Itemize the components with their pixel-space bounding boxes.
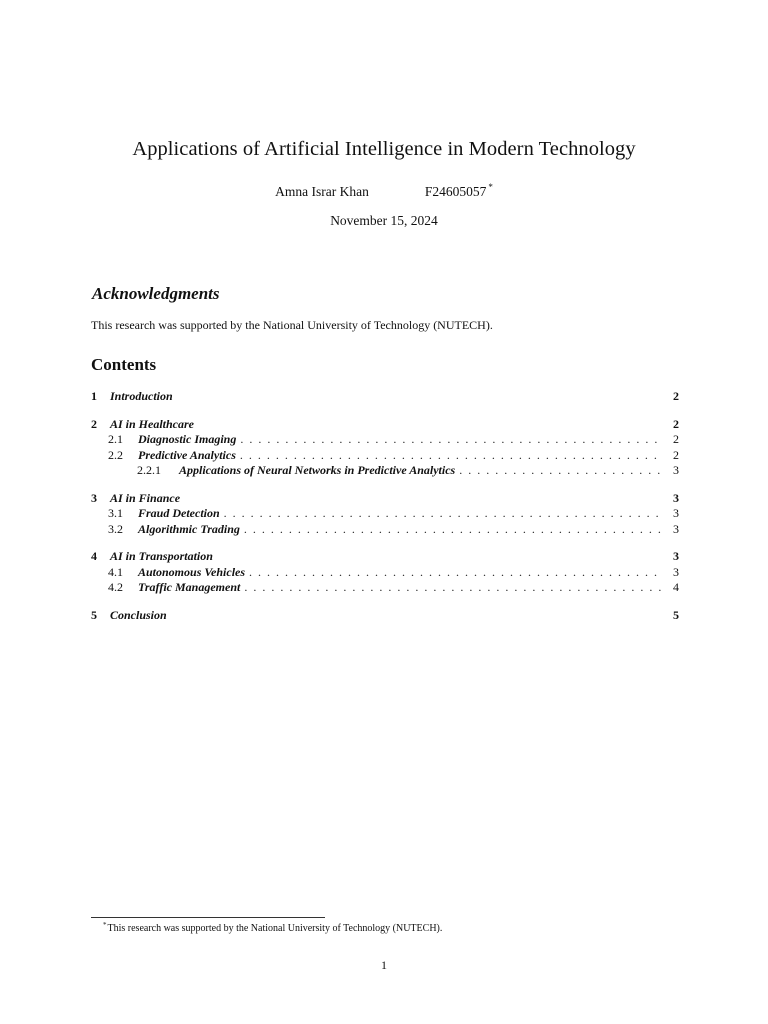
toc-entry-number: 2.1 (108, 432, 123, 446)
page-number: 1 (381, 958, 387, 972)
toc-entry-page: 5 (673, 607, 679, 622)
toc-entry-number: 2 (91, 416, 97, 431)
toc-entry-title[interactable]: AI in Healthcare (110, 416, 195, 431)
toc-entry-title[interactable]: Fraud Detection (138, 506, 220, 520)
toc-entry-title[interactable]: Applications of Neural Networks in Predictive Analytics (179, 463, 456, 477)
toc-entry-title[interactable]: Algorithmic Trading (138, 521, 240, 536)
toc-entry-title[interactable]: AI in Transportation (110, 549, 213, 563)
paper-title: Applications of Artificial Intelligence in Modern Technology (132, 138, 636, 160)
toc-section-entry[interactable] (91, 417, 679, 433)
toc-subsection-entry[interactable] (91, 432, 679, 448)
toc-dot-leader (459, 463, 661, 479)
toc-section-group (91, 608, 679, 624)
toc-dot-leader (249, 565, 661, 581)
toc-dot-leader (240, 432, 661, 448)
acknowledgments-text: This research was supported by the National University of Technology (NUTECH). (91, 318, 493, 332)
contents-heading: Contents (91, 355, 157, 374)
toc-subsection-entry[interactable] (91, 506, 679, 522)
toc-entry-number: 2.2.1 (137, 463, 161, 477)
toc-section-entry[interactable] (91, 491, 679, 507)
toc-dot-leader (224, 506, 661, 522)
toc-subsection-entry[interactable] (91, 565, 679, 581)
toc-entry-title[interactable]: Conclusion (110, 607, 167, 622)
toc-section-group (91, 549, 679, 596)
toc-entry-page: 2 (673, 447, 679, 462)
toc-section-group (91, 491, 679, 538)
footnote-rule (91, 917, 325, 918)
toc-entry-page: 2 (673, 416, 679, 431)
author-id: F24605057 (424, 184, 487, 199)
paper-date: November 15, 2024 (330, 213, 438, 228)
toc-entry-number: 5 (91, 607, 97, 622)
toc-section-entry[interactable] (91, 389, 679, 405)
acknowledgments-heading: Acknowledgments (92, 284, 220, 303)
toc-dot-leader (244, 580, 661, 596)
toc-entry-page: 3 (673, 521, 679, 536)
toc-entry-title[interactable]: Predictive Analytics (138, 447, 236, 462)
author-footnote-mark: * (488, 182, 493, 192)
footnote (103, 921, 442, 934)
toc-entry-title[interactable]: Diagnostic Imaging (138, 432, 237, 446)
table-of-contents (91, 389, 679, 635)
author-line (0, 182, 768, 200)
toc-dot-leader (240, 448, 661, 464)
toc-entry-page: 3 (673, 549, 679, 563)
toc-entry-title[interactable]: Traffic Management (138, 580, 241, 594)
toc-entry-number: 4.1 (108, 564, 123, 579)
toc-entry-number: 3 (91, 490, 97, 505)
footnote-text: This research was supported by the National University of Technology (NUTECH). (107, 923, 443, 934)
author-name: Amna Israr Khan (275, 184, 369, 199)
toc-entry-number: 4.2 (108, 580, 123, 594)
toc-subsection-entry[interactable] (91, 580, 679, 596)
toc-entry-number: 1 (91, 389, 97, 403)
toc-subsection-entry[interactable] (91, 448, 679, 464)
toc-entry-title[interactable]: AI in Finance (110, 490, 181, 505)
toc-entry-number: 2.2 (108, 447, 123, 462)
footnote-mark: * (103, 921, 107, 929)
toc-section-entry[interactable] (91, 549, 679, 565)
toc-entry-page: 3 (673, 463, 679, 477)
toc-section-group (91, 417, 679, 479)
toc-entry-number: 4 (91, 549, 97, 563)
toc-subsection-entry[interactable] (91, 522, 679, 538)
toc-dot-leader (244, 522, 661, 538)
toc-entry-number: 3.2 (108, 521, 123, 536)
toc-entry-page: 2 (673, 389, 679, 403)
toc-subsubsection-entry[interactable] (91, 463, 679, 479)
toc-entry-page: 2 (673, 432, 679, 446)
toc-entry-page: 4 (673, 580, 679, 594)
toc-entry-title[interactable]: Autonomous Vehicles (138, 564, 246, 579)
toc-entry-page: 3 (673, 490, 679, 505)
toc-section-entry[interactable] (91, 608, 679, 624)
toc-entry-page: 3 (673, 506, 679, 520)
toc-entry-page: 3 (673, 564, 679, 579)
toc-section-group (91, 389, 679, 405)
toc-entry-title[interactable]: Introduction (110, 389, 173, 403)
toc-entry-number: 3.1 (108, 506, 123, 520)
